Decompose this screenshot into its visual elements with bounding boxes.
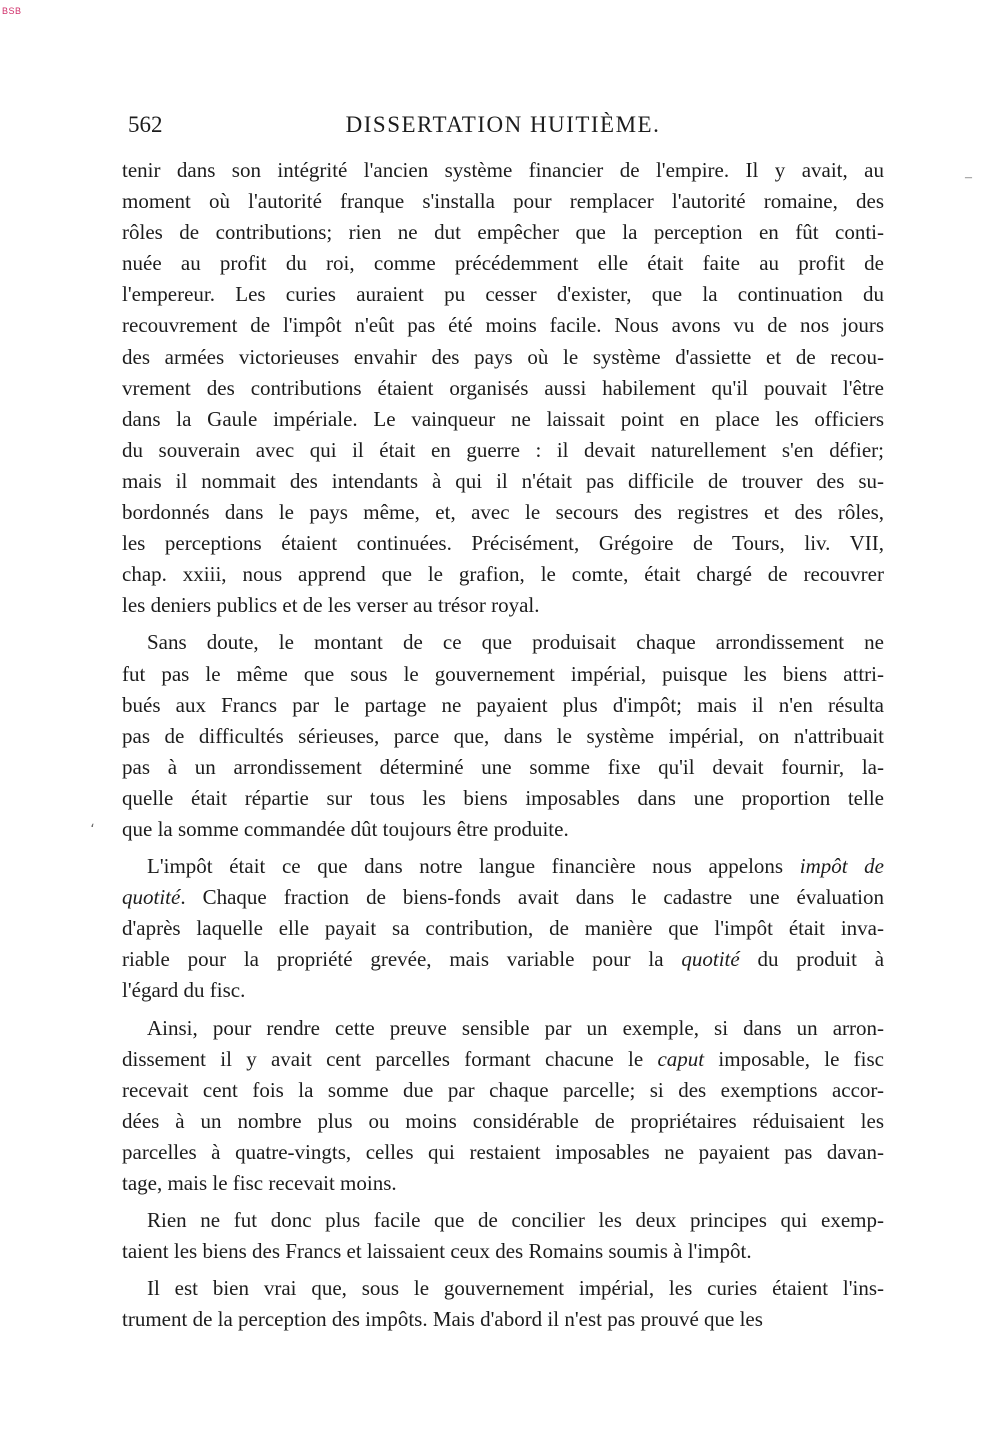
text-line: mais il nommait des intendants à qui il n'était pas difficile de trouver des su- bbox=[122, 468, 884, 493]
text-line: dées à un nombre plus ou moins considérable de propriétaires réduisaient les bbox=[122, 1108, 884, 1133]
text-line: parcelles à quatre-vingts, celles qui restaient imposables ne payaient pas davan- bbox=[122, 1139, 884, 1164]
text-line: quelle était répartie sur tous les biens imposables dans une proportion telle bbox=[122, 785, 884, 810]
text-line: tage, mais le fisc recevait moins. bbox=[122, 1171, 397, 1195]
text-line: des armées victorieuses envahir des pays où le système d'assiette et de recou- bbox=[122, 344, 884, 369]
text-line: Sans doute, le montant de ce que produisait chaque arrondissement ne bbox=[147, 630, 884, 655]
text-line: que la somme commandée dût toujours être produite. bbox=[122, 816, 569, 841]
text-line: trument de la perception des impôts. Mais d'abord il n'est pas prouvé que les bbox=[122, 1307, 763, 1332]
text-line: pas à un arrondissement déterminé une somme fixe qu'il devait fournir, la- bbox=[122, 754, 884, 779]
text-line: recevait cent fois la somme due par chaque parcelle; si des exemptions accor- bbox=[122, 1077, 884, 1102]
text-line: moment où l'autorité franque s'installa pour remplacer l'autorité romaine, des bbox=[122, 189, 884, 214]
text-line: Rien ne fut donc plus facile que de concilier les deux principes qui exemp- bbox=[147, 1208, 884, 1233]
text-line: du souverain avec qui il était en guerre : il devait naturellement s'en défier; bbox=[122, 437, 884, 462]
text-line: quotité. Chaque fraction de biens-fonds avait dans le cadastre une évaluation bbox=[122, 885, 884, 910]
running-head bbox=[122, 112, 884, 144]
text-line: pas de difficultés sérieuses, parce que, dans le système impérial, on n'attribuait bbox=[122, 723, 884, 748]
text-line: bordonnés dans le pays même, et, avec le secours des registres et des rôles, bbox=[122, 500, 884, 525]
text-line: nuée au profit du roi, comme précédemment elle était faite au profit de bbox=[122, 251, 884, 276]
margin-tick-mark: ، bbox=[90, 816, 95, 831]
text-line: les deniers publics et de les verser au trésor royal. bbox=[122, 593, 540, 618]
text-line: chap. xxiii, nous apprend que le grafion, le comte, était chargé de recouvrer bbox=[122, 562, 884, 587]
text-line: tenir dans son intégrité l'ancien système financier de l'empire. Il y avait, au bbox=[122, 158, 884, 182]
text-line: recouvrement de l'impôt n'eût pas été moins facile. Nous avons vu de nos jours bbox=[122, 313, 884, 338]
text-line: l'empereur. Les curies auraient pu cesser d'exister, que la continuation du bbox=[122, 282, 884, 307]
running-title: DISSERTATION HUITIÈME. bbox=[345, 112, 661, 137]
text-line: rôles de contributions; rien ne dut empêcher que la perception en fût conti- bbox=[122, 220, 884, 245]
text-line: L'impôt était ce que dans notre langue financière nous appelons impôt de bbox=[147, 854, 885, 879]
paragraph bbox=[122, 155, 884, 621]
paragraph bbox=[122, 1273, 884, 1335]
watermark: BSB bbox=[2, 6, 22, 16]
paragraph bbox=[122, 851, 884, 1006]
text-line: d'après laquelle elle payait sa contribution, de manière que l'impôt était inva- bbox=[122, 916, 884, 941]
body-text bbox=[122, 155, 884, 1341]
page-number: 562 bbox=[128, 112, 163, 137]
text-line: riable pour la propriété grevée, mais variable pour la quotité du produit à bbox=[122, 947, 885, 972]
text-line: bués aux Francs par le partage ne payaient plus d'impôt; mais il n'en résulta bbox=[122, 692, 884, 717]
paragraph bbox=[122, 1013, 884, 1200]
paragraph bbox=[122, 627, 884, 845]
text-line: dans la Gaule impériale. Le vainqueur ne laissait point en place les officiers bbox=[122, 406, 884, 431]
paragraph bbox=[122, 1205, 884, 1267]
text-line: dissement il y avait cent parcelles formant chacune le caput imposable, le fisc bbox=[122, 1046, 884, 1071]
text-line: Il est bien vrai que, sous le gouvernement impérial, les curies étaient l'ins- bbox=[147, 1276, 884, 1301]
text-line: Ainsi, pour rendre cette preuve sensible par un exemple, si dans un arron- bbox=[147, 1015, 884, 1040]
margin-dash-mark: – bbox=[965, 170, 972, 185]
text-line: l'égard du fisc. bbox=[122, 978, 246, 1003]
text-line: taient les biens des Francs et laissaient ceux des Romains soumis à l'impôt. bbox=[122, 1239, 752, 1264]
text-line: vrement des contributions étaient organisés aussi habilement qu'il pouvait l'être bbox=[122, 375, 884, 400]
text-line: les perceptions étaient continuées. Précisément, Grégoire de Tours, liv. VII, bbox=[122, 531, 884, 556]
text-line: fut pas le même que sous le gouvernement impérial, puisque les biens attri- bbox=[122, 661, 884, 686]
